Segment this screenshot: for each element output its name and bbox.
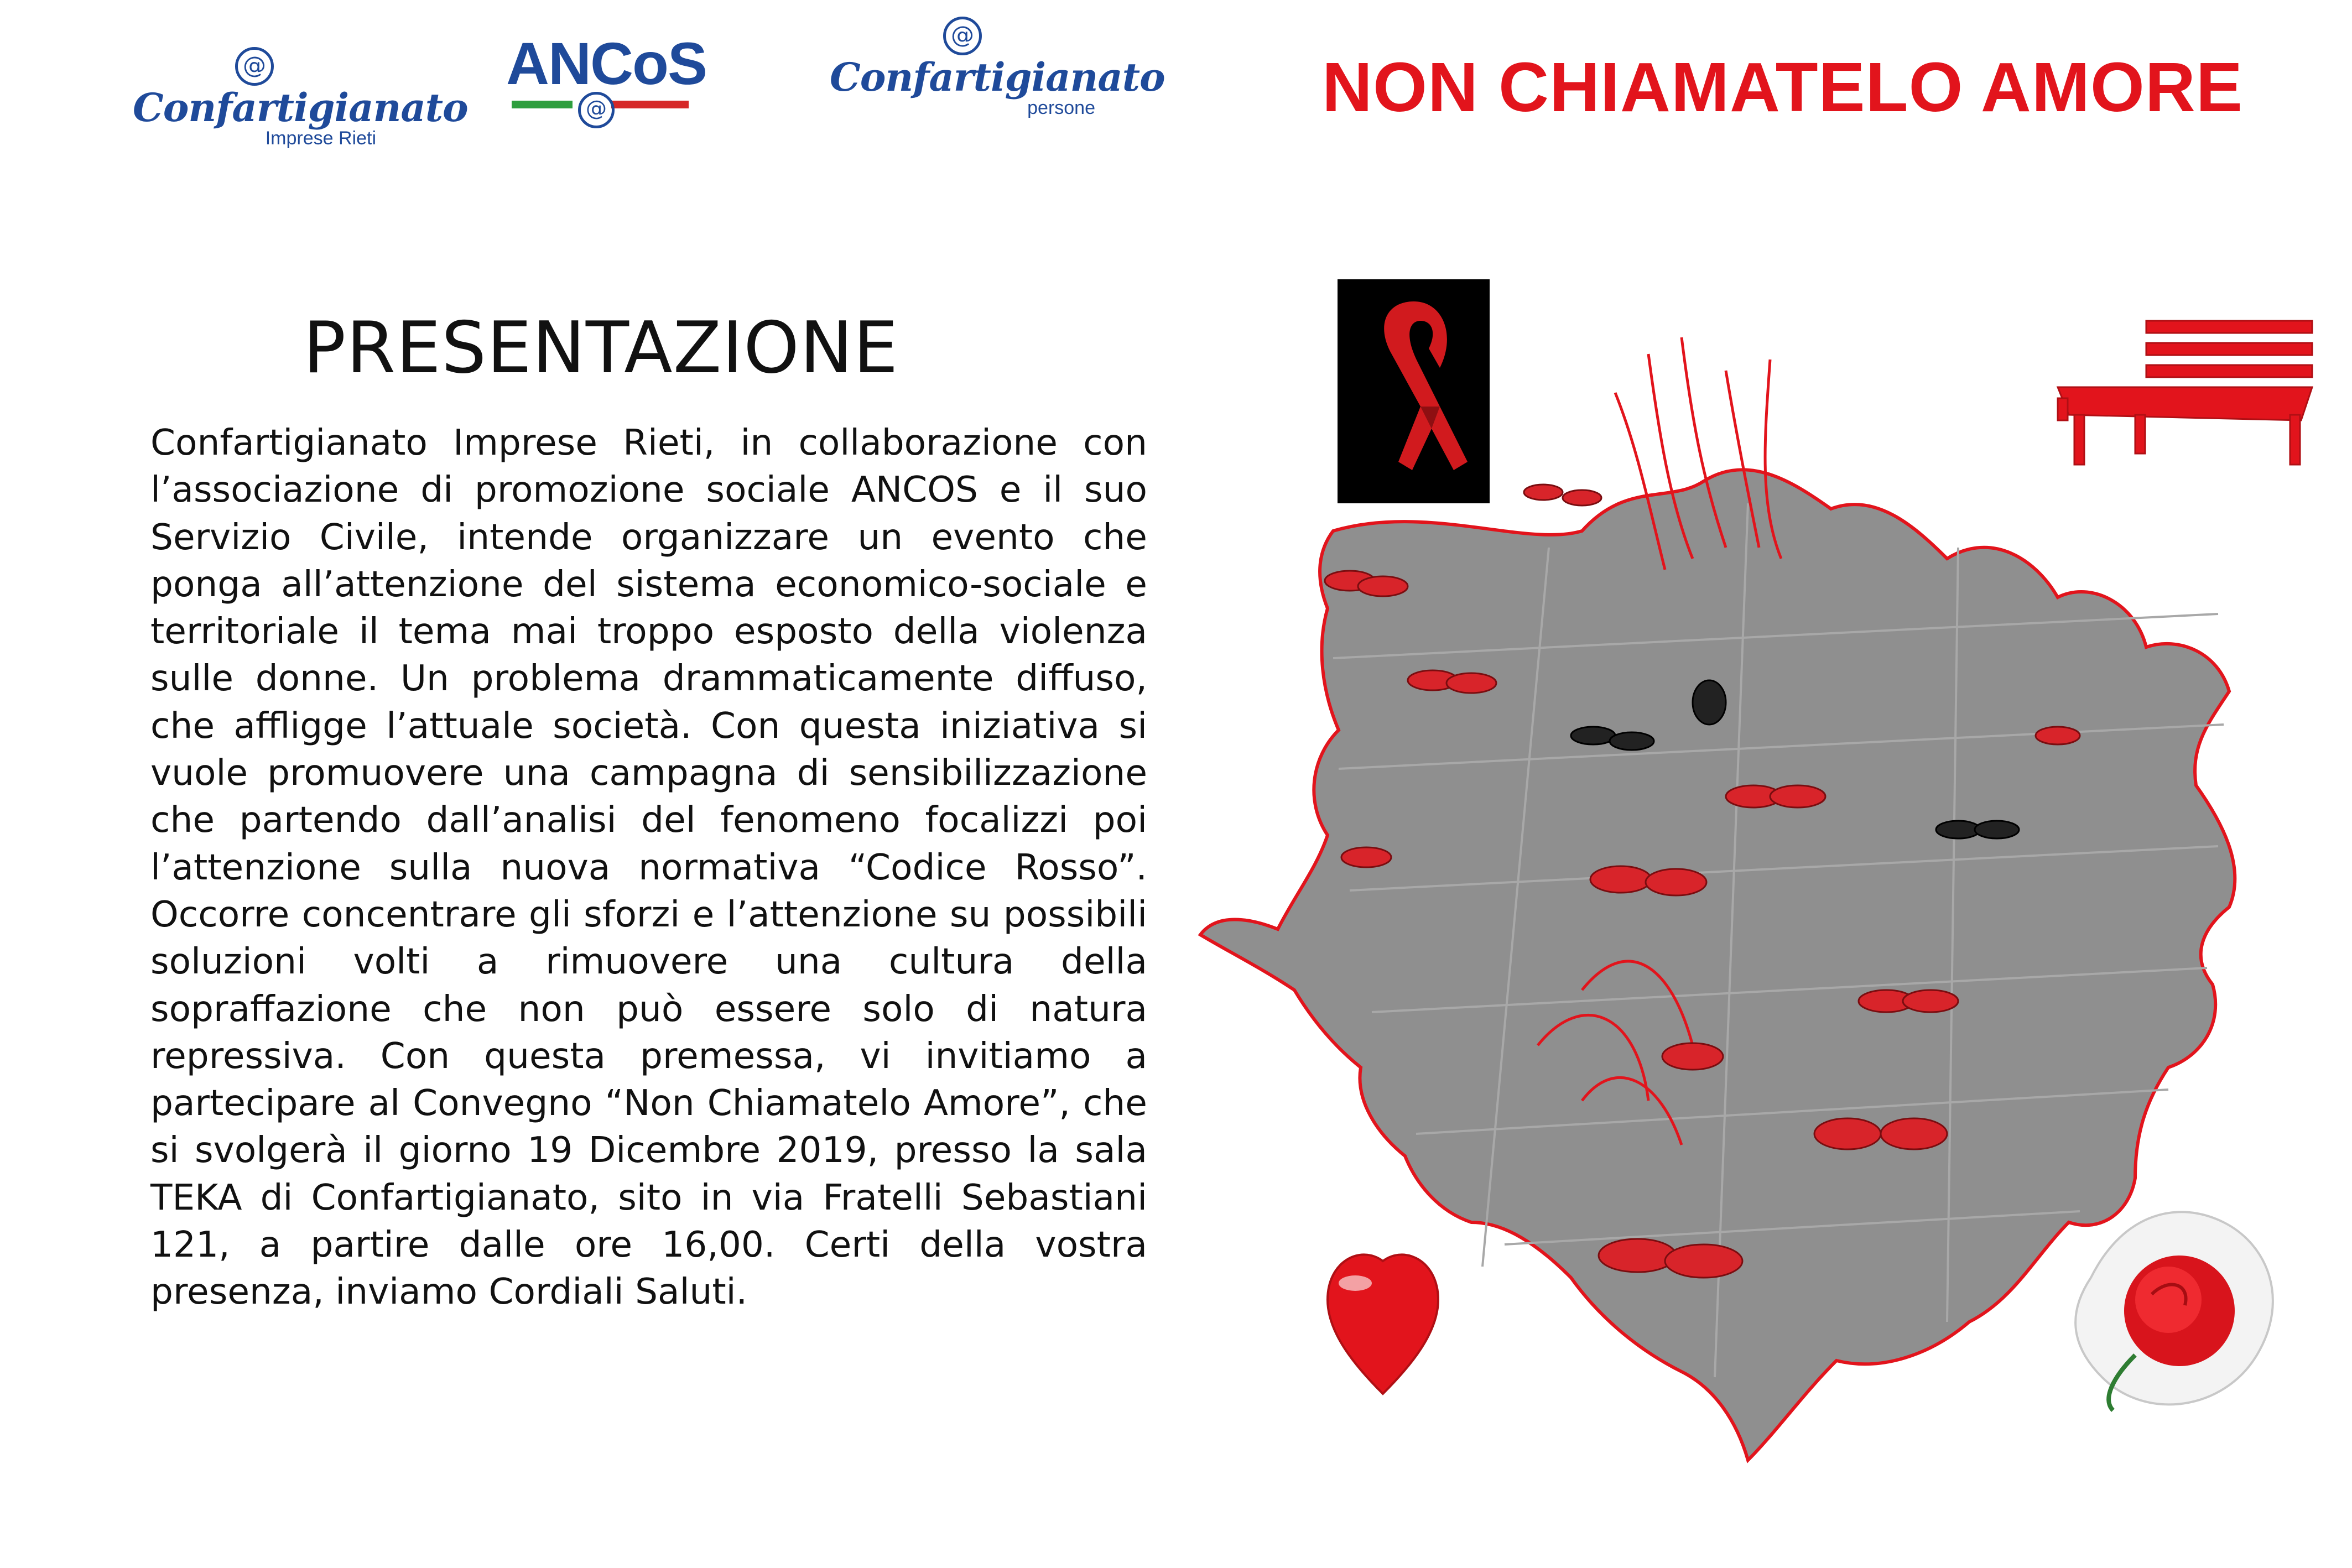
heart-icon xyxy=(1328,1254,1438,1394)
confartigianato-persone-logo xyxy=(830,17,1165,119)
body-text: Confartigianato Imprese Rieti, in collaborazione con l’associazione di promozione sociale ANCOS e il suo Servizio Civile, intende organizzare un evento che ponga all’attenzione del sistema economico-sociale e territoriale il tema mai troppo esposto della violenza sulle donne. Un problema drammaticamente diffuso, che affligge l’attuale società. Con questa iniziativa si vuole promuovere una campagna di sensibilizzazione che partendo dall’analisi del fenomeno focalizzi poi l’attenzione sulla nuova normativa “Codice Rosso”. Occorre concentrare gli sforzi e l’attenzione su possibili soluzioni volti a rimuovere una cultura della sopraffazione che non può essere solo di natura repressiva. Con questa premessa, vi invitiamo a partecipare al Convegno “Non Chiamatelo Amore”, che si svolgerà il giorno 19 Dicembre 2019, presso la sala TEKA di Confartigianato, sito in via Fratelli Sebastiani 121, a partire dalle ore 16,00. Certi della vostra presenza, inviamo Cordiali Saluti. xyxy=(150,422,1147,1313)
logo-name: ANCoS xyxy=(506,30,706,97)
red-bench-icon xyxy=(2058,321,2312,465)
confartigianato-imprese-logo xyxy=(133,47,468,149)
logo-name: Confartigianato xyxy=(830,54,1165,100)
red-shoes-artwork xyxy=(1195,271,2323,1510)
at-symbol-icon: @ xyxy=(235,47,274,86)
ancos-logo xyxy=(506,30,706,128)
at-symbol-icon: @ xyxy=(943,17,982,55)
logo-subtitle: persone xyxy=(1027,97,1095,118)
logo-subtitle: Imprese Rieti xyxy=(265,128,376,149)
at-symbol-icon: @ xyxy=(578,92,615,128)
page-title: NON CHIAMATELO AMORE xyxy=(1322,48,2243,126)
ancos-tricolor-bar xyxy=(506,95,694,128)
red-rose-icon xyxy=(2075,1212,2273,1410)
section-heading: PRESENTAZIONE xyxy=(303,307,899,389)
logo-name: Confartigianato xyxy=(133,85,468,131)
